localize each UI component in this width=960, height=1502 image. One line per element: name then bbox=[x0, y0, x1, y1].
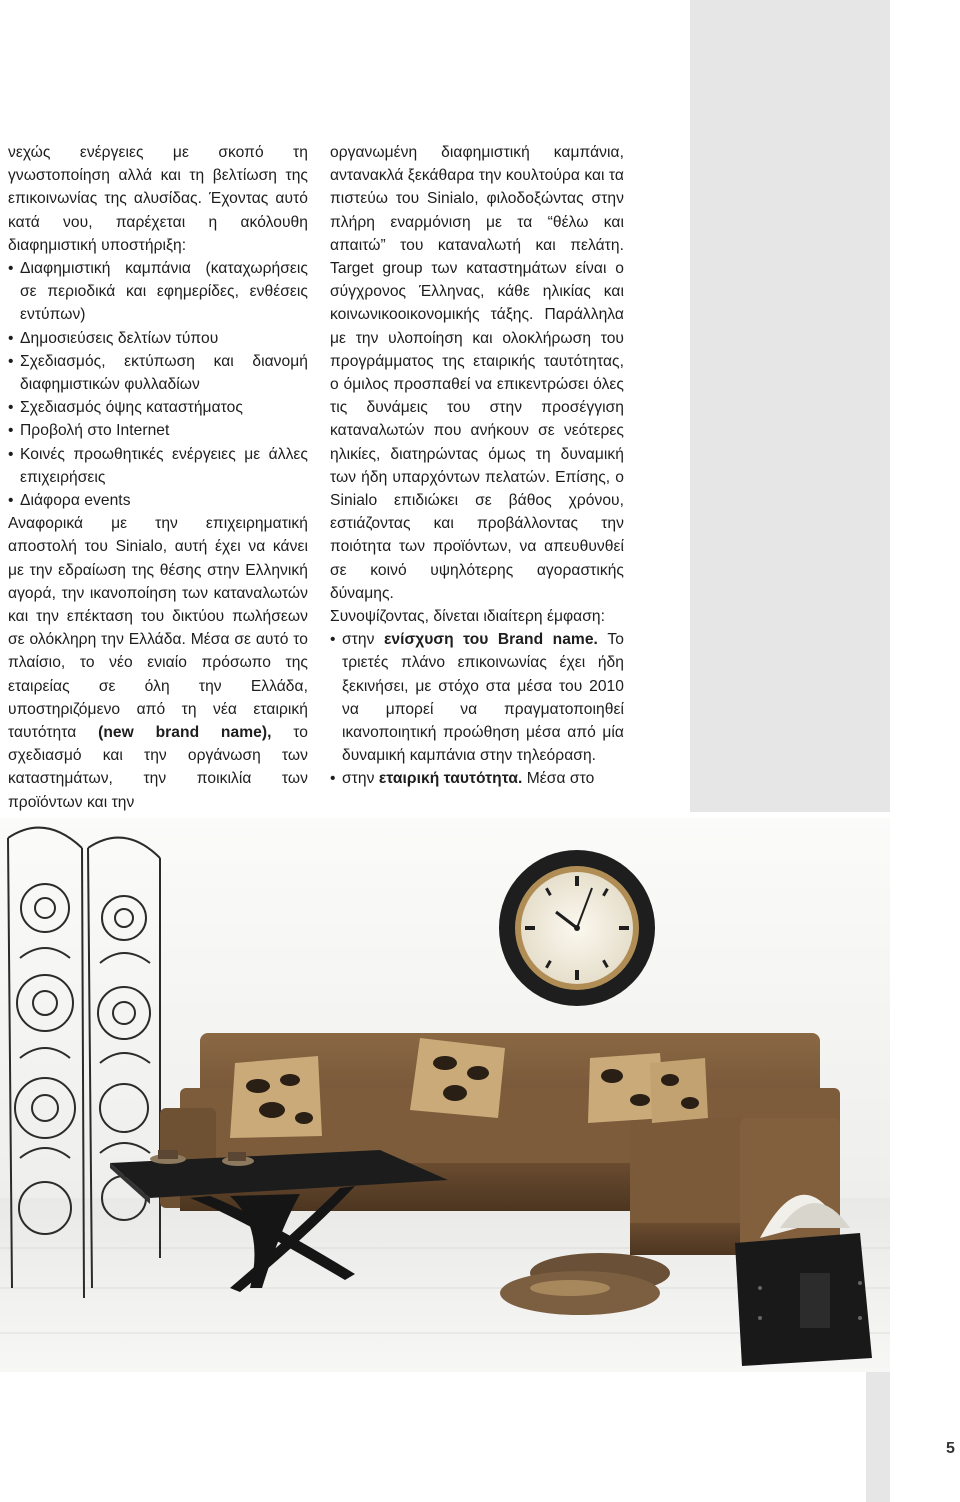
decorative-gray-band bbox=[690, 0, 890, 812]
body-emphasis: (new brand name), bbox=[98, 724, 272, 742]
bullet-mark: • bbox=[330, 631, 336, 649]
bullet-mark: • bbox=[8, 329, 14, 347]
right-text-column bbox=[330, 141, 624, 791]
list-item bbox=[8, 443, 308, 489]
list-item-text: Διαφημιστική καμπάνια (καταχωρήσεις σε περιοδικά και εφημερίδες, ενθέσεις εντύπων) bbox=[20, 260, 308, 324]
page-number: 5 bbox=[946, 1440, 955, 1457]
list-item-text-continued: Το τριετές πλάνο επικοινωνίας έχει ήδη ξεκινήσει, με στόχο στα μέσα του 2010 να μπορεί να πραγματοποιηθεί ικανοποιητική προώθηση μέσα από μία δυναμική καμπάνια στην τηλεόραση. bbox=[342, 631, 624, 765]
list-item-text: Κοινές προωθητικές ενέργειες με άλλες επιχειρήσεις bbox=[20, 445, 308, 486]
list-item bbox=[8, 419, 308, 442]
list-item-text: Σχεδιασμός όψης καταστήματος bbox=[20, 399, 243, 417]
list-item bbox=[8, 327, 308, 350]
list-item bbox=[8, 257, 308, 327]
list-item-text: στην bbox=[342, 631, 375, 649]
bullet-mark: • bbox=[8, 492, 14, 510]
summary-lead: Συνοψίζοντας, δίνεται ιδιαίτερη έμφαση: bbox=[330, 608, 606, 626]
decorative-gray-band-bottom bbox=[866, 1372, 890, 1502]
left-text-column bbox=[8, 141, 308, 814]
body-paragraph: οργανωμένη διαφημιστική καμπάνια, αντανακλά ξεκάθαρα την κουλτούρα και τα πιστεύω του Sinialo, φιλοδοξώντας στην πλήρη εναρμόνιση με τα “θέλω και απαιτώ” του καταναλωτή και πελάτη. Target group των καταστημάτων είναι ο σύγχρονος Έλληνας, κάθε ηλικίας και κοινωνικοοικονομικής τάξης. Παράλληλα με την υλοποίηση και ολοκλήρωση του προγράμματος της εταιρικής ταυτότητας, ο όμιλος προσπαθεί να επικεντρώσει όλες τις δυνάμεις του στην προσέγγιση καταναλωτών που ανήκουν σε νεότερες ηλικίες, διατηρώντας όμως τη δυναμική των ήδη υπαρχόντων πελατών. Επίσης, ο Sinialo επιδιώκει σε βάθος χρόνου, εστιάζοντας και προβάλλοντας την ποιότητα των προϊόντων, να απευθυνθεί σε κοινό υψηλότερης αγοραστικής δύναμης. bbox=[330, 144, 624, 602]
bullet-mark: • bbox=[8, 422, 14, 440]
list-item bbox=[8, 396, 308, 419]
list-item-text: Δημοσιεύσεις δελτίων τύπου bbox=[20, 329, 219, 347]
bullet-mark: • bbox=[8, 399, 14, 417]
list-item bbox=[8, 489, 308, 512]
bullet-mark: • bbox=[8, 260, 14, 278]
wall-clock bbox=[499, 850, 655, 1006]
list-item bbox=[330, 628, 624, 767]
intro-paragraph: νεχώς ενέργειες με σκοπό τη γνωστοποίηση αλλά και τη βελτίωση της επικοινωνίας της αλυσίδας. Έχοντας αυτό κατά νου, παρέχεται η ακόλουθη διαφημιστική υποστήριξη: bbox=[8, 144, 308, 254]
list-item-emphasis: ενίσχυση του Brand name. bbox=[383, 631, 598, 649]
living-room-photo bbox=[0, 818, 890, 1372]
list-item-text: Σχεδιασμός, εκτύπωση και διανομή διαφημιστικών φυλλαδίων bbox=[20, 352, 308, 394]
list-item-text-continued: Μέσα στο bbox=[526, 770, 595, 788]
body-paragraph bbox=[8, 512, 308, 814]
list-item-emphasis: εταιρική ταυτότητα. bbox=[378, 770, 523, 788]
list-item bbox=[8, 350, 308, 396]
list-item-text: στην bbox=[342, 770, 375, 788]
bullet-mark: • bbox=[330, 770, 336, 788]
bullet-mark: • bbox=[8, 445, 14, 463]
body-text-continued: το σχεδιασμό και την οργάνωση των καταστημάτων, την ποικιλία των προϊόντων και την bbox=[8, 724, 308, 811]
bullet-mark: • bbox=[8, 352, 14, 370]
list-item bbox=[330, 767, 624, 790]
list-item-text: Διάφορα events bbox=[20, 492, 131, 510]
list-item-text: Προβολή στο Internet bbox=[20, 422, 170, 440]
body-text: Αναφορικά με την επιχειρηματική αποστολή του Sinialo, αυτή έχει να κάνει με την εδραίωση της θέσης στην Ελληνική αγορά, την ικανοποίηση των καταναλωτών και την επέκταση του δικτύου πωλήσεων σε ολόκληρη την Ελλάδα. Μέσα σε αυτό το πλαίσιο, το νέο ενιαίο πρόσωπο της εταιρείας σε όλη την Ελλάδα, υποστηριζόμενο από τη νέα εταιρική ταυτότητα bbox=[8, 515, 308, 742]
